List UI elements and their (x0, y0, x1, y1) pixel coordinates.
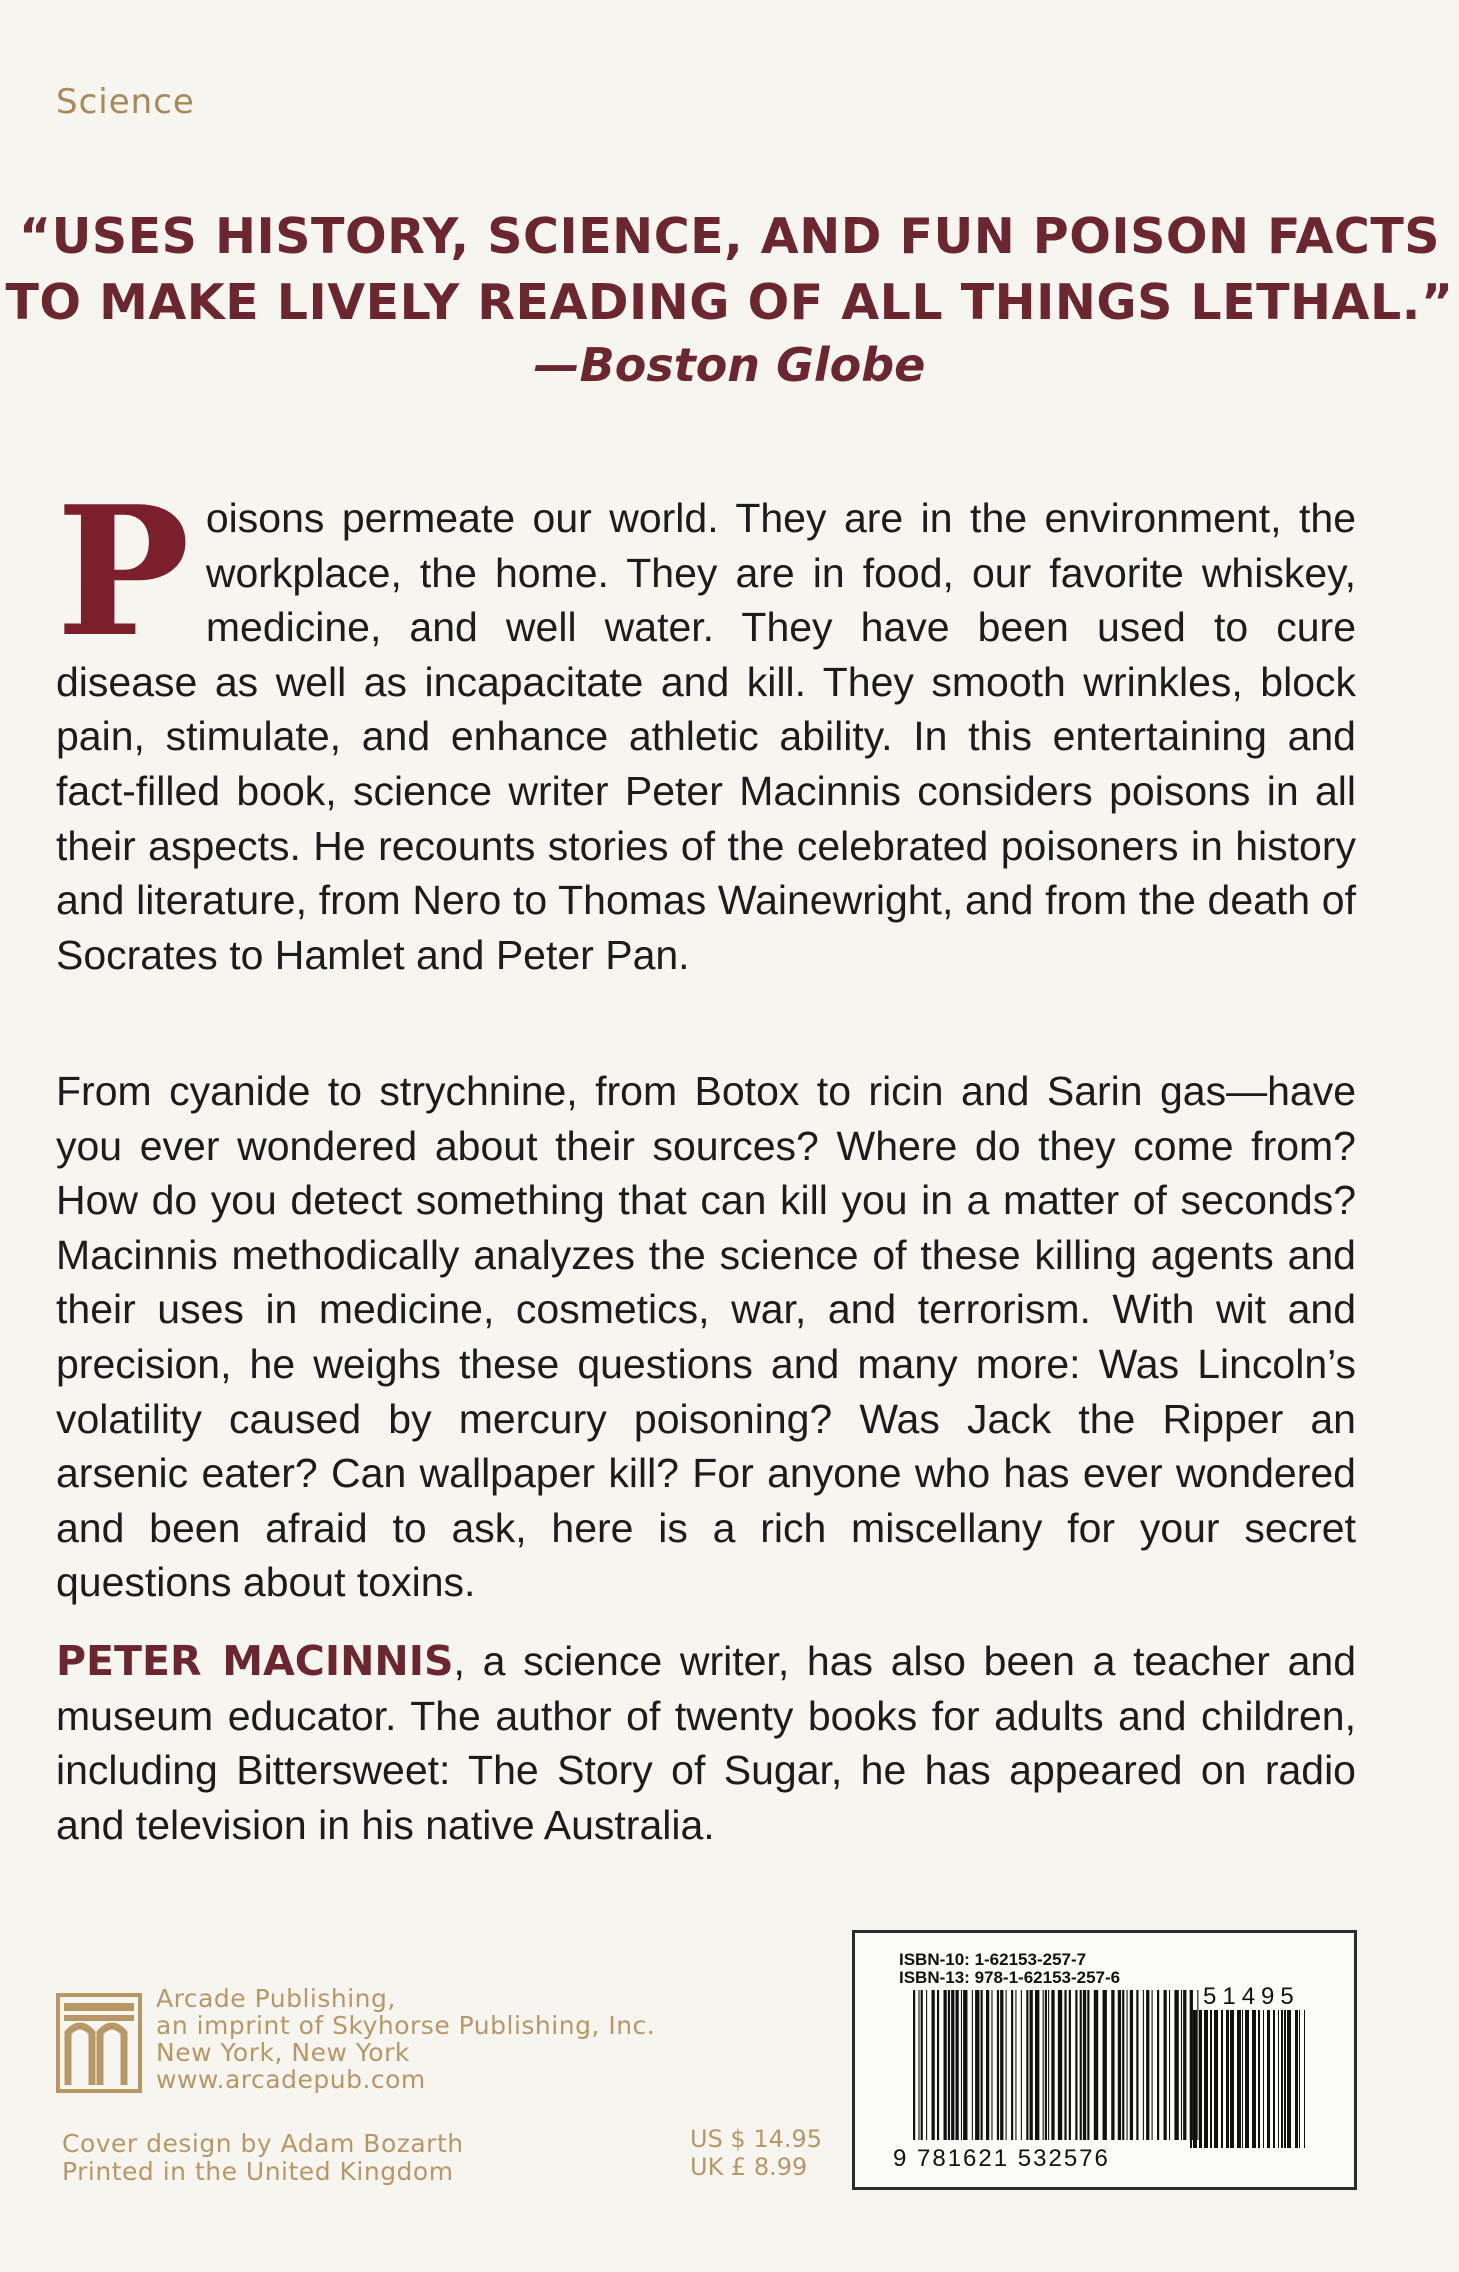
barcode-bar (1284, 2010, 1286, 2148)
barcode-bar (1030, 1990, 1033, 2140)
barcode-bar (1193, 2010, 1197, 2148)
barcode-bar (1278, 2010, 1279, 2148)
barcode-bar (1103, 1990, 1107, 2140)
review-quote (0, 204, 1459, 392)
arcade-logo-icon (56, 1993, 142, 2093)
barcode-bar (1118, 1990, 1121, 2140)
barcode-bar (1015, 1990, 1016, 2140)
barcode-bar (1111, 1990, 1114, 2140)
barcode-bar (926, 1990, 927, 2140)
barcode-bar (932, 1990, 935, 2140)
publisher-name: Arcade Publishing, (156, 1984, 396, 2013)
cover-design-credit: Cover design by Adam Bozarth (62, 2129, 464, 2158)
barcode-bar (1252, 2010, 1256, 2148)
barcode-bar (1026, 1990, 1028, 2140)
barcode-bar (1157, 1990, 1159, 2140)
barcode-bar (1058, 1990, 1062, 2140)
publisher-city: New York, New York (156, 2038, 410, 2067)
barcode-bar (1181, 1990, 1182, 2140)
barcode-bar (944, 1990, 947, 2140)
barcode-bar (1295, 2010, 1298, 2148)
paragraph-1-text: oisons permeate our world. They are in the environment, the workplace, the home. They are in food, our favorite whiskey, medicine, and well water. They have been used to cure disease as well as incapacitate and kill. They smooth wrinkles, block pain, stimulate, and enhance athletic ability. In this entertaining and fact-filled book, science writer Peter Macinnis considers poisons in all their aspects. He recounts stories of the celebrated poisoners in history and literature, from Nero to Thomas Wainewright, and from the death of Socrates to Hamlet and Peter Pan. (56, 495, 1356, 978)
barcode-bar (1174, 1990, 1178, 2140)
barcode-bar (1299, 2010, 1300, 2148)
drop-cap: P (56, 467, 190, 676)
barcode-bar (975, 1990, 979, 2140)
barcode-bar (1006, 1990, 1007, 2140)
barcode-bar (1304, 2010, 1305, 2148)
barcode-bar (1204, 2010, 1208, 2148)
barcode-bar (1000, 1990, 1003, 2140)
barcode-bar (972, 1990, 973, 2140)
barcode-bar (1273, 2010, 1275, 2148)
credits (62, 2130, 464, 2186)
barcode-bar (1169, 1990, 1170, 2140)
barcode-box (852, 1930, 1357, 2190)
isbn-13: ISBN-13: 978-1-62153-257-6 (899, 1968, 1121, 1987)
printed-in: Printed in the United Kingdom (62, 2157, 454, 2186)
isbn-numbers (899, 1951, 1120, 1987)
barcode-bar (1214, 2010, 1218, 2148)
barcode-bar (1267, 2010, 1270, 2148)
barcode-bar (1199, 2010, 1202, 2148)
publisher-imprint: an imprint of Skyhorse Publishing, Inc. (156, 2011, 656, 2040)
quote-line-2: TO MAKE LIVELY READING OF ALL THINGS LETHAL.” (5, 274, 1454, 331)
barcode-bar (1127, 1990, 1128, 2140)
barcode-bar (1080, 1990, 1082, 2140)
barcode-bar (1021, 1990, 1022, 2140)
barcode-bar (1245, 2010, 1249, 2148)
barcode-bar (918, 1990, 919, 2140)
barcode-bar (963, 1990, 967, 2140)
barcode-bar (1210, 2010, 1212, 2148)
barcode-bar (1043, 1990, 1044, 2140)
barcode-bar (1051, 1990, 1054, 2140)
author-bio (56, 1634, 1356, 1852)
barcode-bar (921, 1990, 923, 2140)
description-paragraph-1 (56, 467, 1356, 982)
quote-attribution: —Boston Globe (533, 338, 926, 392)
barcode-addon-number: 51495 (1203, 1983, 1300, 2010)
barcode-ean-number: 9 781621 532576 (893, 2145, 1110, 2172)
barcode-bar (1083, 1990, 1086, 2140)
barcode-bar (948, 1990, 950, 2140)
quote-line-1: “USES HISTORY, SCIENCE, AND FUN POISON FACTS (18, 208, 1441, 265)
barcode-bar (1069, 1990, 1071, 2140)
publisher-website: www.arcadepub.com (156, 2065, 426, 2094)
barcode-bar (1087, 1990, 1089, 2140)
barcode-bar (1258, 2010, 1260, 2148)
barcode-bar (1146, 1990, 1149, 2140)
barcode-bar (1152, 1990, 1153, 2140)
barcode-bar (1237, 2010, 1241, 2148)
barcode-bar (1183, 1990, 1186, 2140)
barcode-bar (1045, 1990, 1047, 2140)
barcode-bar (1064, 1990, 1066, 2140)
barcode-addon-bars (1190, 2010, 1320, 2148)
barcode-bar (1094, 1990, 1098, 2140)
price-block (690, 2125, 822, 2181)
genre-label: Science (56, 82, 195, 122)
barcode-bar (997, 1990, 999, 2140)
barcode-bar (1226, 2010, 1229, 2148)
barcode-bar (986, 1990, 989, 2140)
barcode-bar (1263, 2010, 1264, 2148)
barcode-bar (1048, 1990, 1049, 2140)
barcode-bar (1230, 2010, 1234, 2148)
barcode-bar (955, 1990, 958, 2140)
barcode-bar (1035, 1990, 1039, 2140)
isbn-10: ISBN-10: 1-62153-257-7 (899, 1950, 1087, 1969)
barcode-bar (981, 1990, 983, 2140)
barcode-bar (937, 1990, 939, 2140)
barcode-bar (1242, 2010, 1243, 2148)
description-paragraph-2: From cyanide to strychnine, from Botox to ricin and Sarin gas—have you ever wondered about their sources? Where do they come from? How do you detect something that can kill you in a matter of seconds? Macinnis methodically analyzes the science of these killing agents and their uses in medicine, cosmetics, war, and terrorism. With wit and precision, he weighs these questions and many more: Was Lincoln’s volatility caused by mercury poisoning? Was Jack the Ripper an arsenic eater? Can wallpaper kill? For anyone who has ever wondered and been afraid to ask, here is a rich miscellany for your secret questions about toxins. (56, 1068, 1356, 1606)
barcode-bar (1190, 2010, 1192, 2148)
barcode-bar (961, 1990, 962, 2140)
publisher-block (56, 1985, 756, 2095)
price-uk: UK £ 8.99 (690, 2153, 808, 2181)
barcode-bar (913, 1990, 915, 2140)
barcode-bar (1143, 1990, 1144, 2140)
barcode-bar (1136, 1990, 1138, 2140)
barcode-bar (1011, 1990, 1013, 2140)
barcode-bars (913, 1990, 1218, 2150)
barcode-bar (1075, 1990, 1077, 2140)
author-name: PETER MACINNIS (56, 1637, 454, 1685)
barcode-bar (1281, 2010, 1283, 2148)
barcode-bar (951, 1990, 954, 2140)
barcode-bar (1221, 2010, 1223, 2148)
barcode-bar (1287, 2010, 1291, 2148)
publisher-info (156, 1985, 655, 2093)
barcode-bar (991, 1990, 992, 2140)
barcode-bar (1122, 1990, 1124, 2140)
author-bio-text: , a science writer, has also been a teacher and museum educator. The author of twenty books for adults and children, including Bittersweet: The Story of Sugar, he has appeared on radio and television in his native Australia. (56, 1638, 1356, 1848)
barcode-bar (1164, 1990, 1167, 2140)
barcode-bar (1130, 1990, 1133, 2140)
price-us: US $ 14.95 (690, 2125, 823, 2153)
